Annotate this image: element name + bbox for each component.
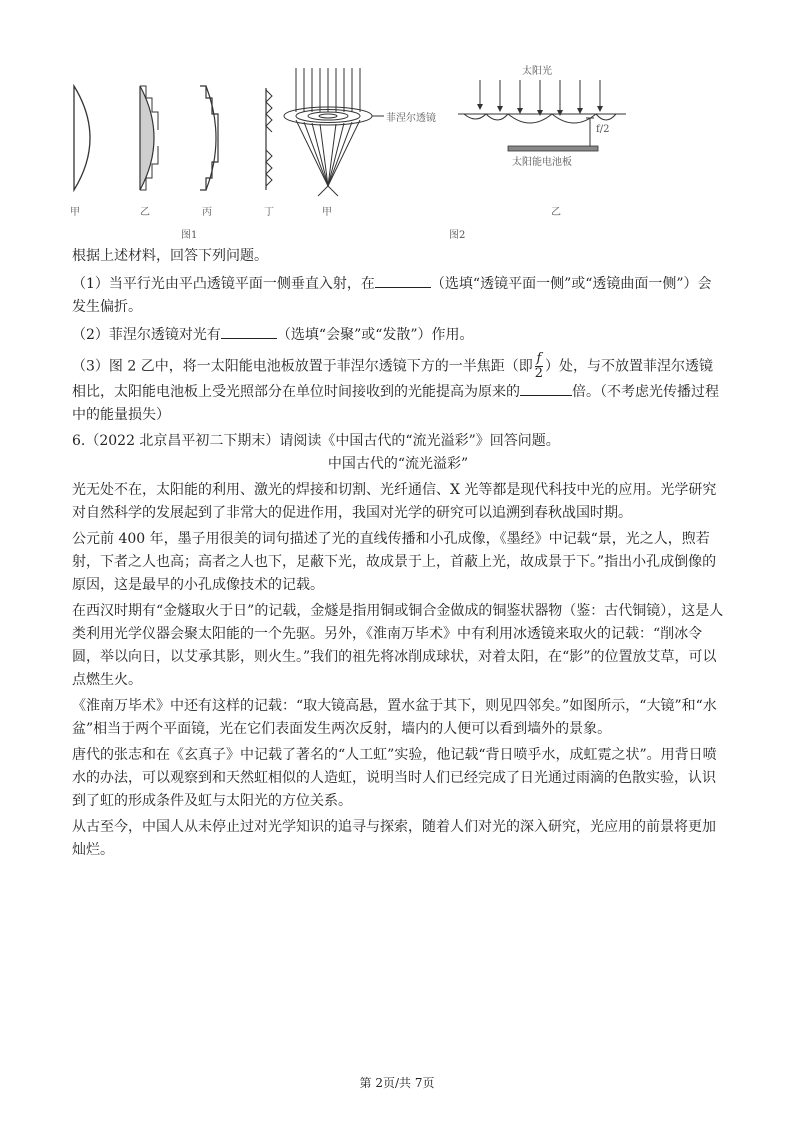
fig2-label-yi: 乙 xyxy=(551,207,561,218)
fig1-label-ding: 丁 xyxy=(264,207,274,218)
figure-area xyxy=(0,0,794,245)
q1-answer-blank[interactable] xyxy=(375,273,431,288)
q3-post: 倍。（不考虑光传播过程中的能量损失） xyxy=(72,384,719,423)
q1-pre: （1）当平行光由平凸透镜平面一侧垂直入射，在 xyxy=(72,276,375,292)
question-text xyxy=(72,245,724,862)
q3-pre: （3）图 2 乙中，将一太阳能电池板放置于菲涅尔透镜下方的一半焦距（即 xyxy=(72,358,533,375)
fig1-caption: 图1 xyxy=(181,230,198,241)
q2-answer-blank[interactable] xyxy=(221,324,277,339)
q1-post: （选填“透镜平面一侧”或“透镜曲面一侧”）会发生偏折。 xyxy=(72,276,712,315)
question-6: 6.（2022 北京昌平初二下期末）请阅读《中国古代的“流光溢彩”》回答问题。 xyxy=(72,433,560,449)
article-paragraph: 在西汉时期有“金燧取火于日”的记载，金燧是指用铜或铜合金做成的铜鉴状器物（鉴：古代铜镜），这是人类利用光学仪器会聚太阳能的一个先驱。另外，《淮南万毕术》中有利用冰透镜来取火的记载：“削冰令圆，举以向日，以艾承其影，则火生。”我们的祖先将冰削成球状，对着太阳，在“影”的位置放艾草，可以点燃生火。 xyxy=(72,603,724,688)
fig1-label-jia: 甲 xyxy=(70,207,80,218)
question-2 xyxy=(72,324,724,347)
fresnel-label: 菲涅尔透镜 xyxy=(386,113,436,124)
fig1-label-bing: 丙 xyxy=(202,207,212,218)
fig2-label-jia: 甲 xyxy=(322,207,332,218)
page-footer: 第 2页/共 7页 xyxy=(359,1076,435,1090)
question-1 xyxy=(72,273,724,319)
article-paragraph: 从古至今，中国人从未停止过对光学知识的追寻与探索，随着人们对光的深入研究，光应用的前景将更加灿烂。 xyxy=(72,819,716,858)
article-paragraph: 《淮南万毕术》中还有这样的记载：“取大镜高悬，置水盆于其下，则见四邻矣。”如图所示，“大镜”和“水盆”相当于两个平面镜，光在它们表面发生两次反射，墙内的人便可以看到墙外的景象。 xyxy=(72,698,717,737)
sunlight-label: 太阳光 xyxy=(522,66,552,77)
q2-pre: （2）菲涅尔透镜对光有 xyxy=(72,327,221,343)
panel-label: 太阳能电池板 xyxy=(512,157,572,168)
q3-mid: ）处，与不放置菲涅尔透镜相比，太阳能电池板上受光照部分在单位时间接收到的光能提高为原来的 xyxy=(72,358,713,400)
article-title: 中国古代的“流光溢彩” xyxy=(327,456,469,472)
fig2-caption: 图2 xyxy=(449,230,466,241)
fig1-label-yi: 乙 xyxy=(140,207,150,218)
article-paragraph: 唐代的张志和在《玄真子》中记载了著名的“人工虹”实验，他记载“背日喷乎水，成虹霓之状”。用背日喷水的办法，可以观察到和天然虹相似的人造虹，说明当时人们已经完成了日光通过雨滴的色散实验，认识到了虹的形成条件及虹与太阳光的方位关系。 xyxy=(72,747,717,809)
intro-line: 根据上述材料，回答下列问题。 xyxy=(72,248,268,264)
article-paragraph: 光无处不在，太阳能的利用、激光的焊接和切割、光纤通信、X 光等都是现代科技中光的应用。光学研究对自然科学的发展起到了非常大的促进作用，我国对光学的研究可以追溯到春秋战国时期。 xyxy=(72,482,717,521)
focal-label: f/2 xyxy=(596,124,610,135)
half-focal-fraction: $\frac{f}{2}$ xyxy=(534,351,543,381)
question-3 xyxy=(72,352,724,427)
q3-answer-blank[interactable] xyxy=(520,381,572,396)
q2-post: （选填“会聚”或“发散”）作用。 xyxy=(276,327,474,343)
article-paragraph: 公元前 400 年，墨子用很美的词句描述了光的直线传播和小孔成像，《墨经》中记载“景，光之人，煦若射，下者之人也高；高者之人也下，足蔽下光，故成景于上，首蔽上光，故成景于下。”指出小孔成倒像的原因，这是最早的小孔成像技术的记载。 xyxy=(72,531,717,593)
